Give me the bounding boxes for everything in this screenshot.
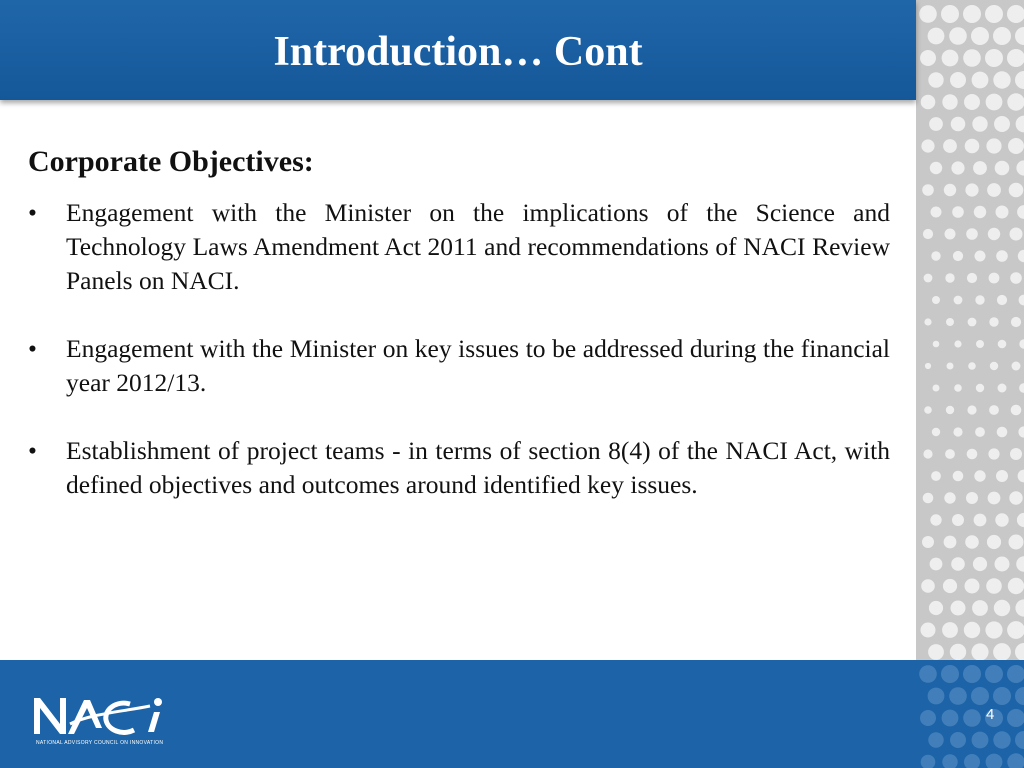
decorative-dot [1007,93,1024,110]
decorative-dot [974,514,987,527]
decorative-dot [998,340,1007,349]
decorative-dot [1016,556,1024,572]
decorative-dot [953,427,962,436]
decorative-dot [1008,578,1024,594]
decorative-dot [972,600,988,616]
decorative-dot [985,5,1003,23]
decorative-dot [931,471,941,481]
decorative-dot [965,183,978,196]
decorative-dot [931,207,942,218]
decorative-dot [929,117,943,131]
decorative-dot [967,405,976,414]
bullet-item [28,434,890,502]
decorative-dot [952,514,964,526]
decorative-dot [1007,753,1024,768]
decorative-dot [971,27,989,45]
decorative-dot [966,492,978,504]
decorative-dot [972,116,987,131]
title-bar [0,0,916,100]
decorative-dot [967,449,978,460]
logo-caption: NATIONAL ADVISORY COUNCIL ON INNOVATION [36,740,164,746]
decorative-dot [1016,116,1024,133]
decorative-dot [965,579,980,594]
decorative-dot [971,687,989,705]
decorative-dot [988,448,999,459]
decorative-dot [988,492,1001,505]
decorative-dot [921,623,936,638]
decorative-dot [920,50,936,66]
decorative-dot [993,731,1010,748]
bullet-icon: • [28,334,37,363]
decorative-dot [1015,687,1024,705]
decorative-dot [1017,513,1024,527]
decorative-dot [951,601,966,616]
decorative-dot [921,95,936,110]
decorative-dot [942,622,958,638]
decorative-dot [994,600,1010,616]
decorative-dot [985,621,1002,638]
decorative-dot [942,710,959,727]
decorative-dot [954,340,961,347]
decorative-dot [924,406,932,414]
decorative-dot [998,384,1007,393]
decorative-dot [990,362,998,370]
decorative-dot [944,184,956,196]
decorative-dot [951,117,966,132]
decorative-dot [1015,643,1024,660]
decorative-dot [972,732,989,749]
decorative-dot [987,183,1001,197]
decorative-dot [1007,49,1024,67]
bullet-text: Engagement with the Minister on key issues to be addressed during the financial year 2012/13. [66,334,890,397]
bullet-text: Establishment of project teams - in terms of section 8(4) of the NACI Act, with defined objectives and outcomes around identified key issues. [66,436,890,499]
decorative-dot [1015,731,1024,749]
decorative-dot [941,5,959,23]
decorative-dot [1015,71,1024,89]
decorative-dot [953,471,964,482]
decorative-dot [950,644,966,660]
decorative-dot [923,449,932,458]
decorative-dot [989,405,999,415]
decorative-dot [974,470,985,481]
bullet-item [28,196,890,298]
decorative-dot [975,427,985,437]
decorative-dot [946,406,954,414]
decorative-dot [993,71,1010,88]
decorative-dot [1018,250,1024,262]
decorative-dot [942,50,959,67]
decorative-dot [974,206,986,218]
decorative-dot [976,384,984,392]
section-heading: Corporate Objectives: [28,145,314,178]
decorative-dot [930,558,943,571]
decorative-dot [954,296,963,305]
decorative-dot [932,428,940,436]
decorative-dot [946,318,954,326]
decorative-dot [944,492,955,503]
decorative-dot [993,687,1011,705]
decorative-dot [925,363,931,369]
decorative-dot-pattern [916,660,1024,768]
bullet-text: Engagement with the Minister on the implications of the Science and Technology Laws Amendment Act 2011 and recommendations of NACI Review Panels on NACI. [66,198,890,295]
decorative-dot [973,161,987,175]
decorative-dot [964,754,980,768]
decorative-dot [933,341,940,348]
decorative-dot [985,665,1003,683]
decorative-dot [965,139,980,154]
decorative-dot [919,665,937,683]
decorative-dot [996,470,1008,482]
decorative-dot [928,28,945,45]
decorative-dot [922,184,934,196]
decorative-dot [928,688,945,705]
decorative-dot [928,644,944,660]
decorative-dot [933,385,940,392]
decorative-dot [924,274,933,283]
decorative-dot [942,94,957,109]
decorative-dot [928,732,943,747]
decorative-dot [1019,383,1024,393]
decorative-dot [932,296,940,304]
bullet-item [28,332,890,400]
decorative-dot [963,709,981,727]
decorative-dot [996,206,1009,219]
decorative-dot-panel [916,0,1024,660]
decorative-dot [924,318,931,325]
decorative-dot [928,72,943,87]
decorative-dot [1012,362,1021,371]
decorative-dot [975,251,986,262]
decorative-dot [986,94,1003,111]
decorative-dot [922,536,934,548]
decorative-dot [945,449,955,459]
decorative-dot [985,49,1003,67]
decorative-dot [1007,5,1024,23]
decorative-dot [989,273,1000,284]
decorative-dot [921,579,935,593]
decorative-dot [965,535,979,549]
decorative-dot [1011,317,1021,327]
decorative-dot [1007,621,1024,639]
decorative-dot [986,754,1003,768]
decorative-dot [963,49,981,67]
decorative-dot [941,665,959,683]
decorative-dot [1010,448,1022,460]
decorative-dot [951,161,964,174]
decorative-dot [987,535,1001,549]
decorative-dot [1019,295,1024,306]
decorative-dot [950,72,966,88]
decorative-dot [953,251,963,261]
decorative-dot [951,557,965,571]
footer-bar [0,660,1024,768]
decorative-dot [949,27,967,45]
decorative-dot [995,513,1008,526]
slide-title: Introduction… Cont [273,29,643,75]
decorative-dot [963,5,981,23]
decorative-dot [993,27,1011,45]
decorative-dot [954,384,962,392]
decorative-dot [923,493,934,504]
decorative-dot [921,139,934,152]
decorative-dot [950,732,966,748]
decorative-dot [920,710,936,726]
decorative-dot [1007,709,1024,727]
decorative-dot [952,206,964,218]
decorative-dot [995,161,1010,176]
decorative-dot [989,317,998,326]
decorative-dot [966,228,978,240]
decorative-dot [968,318,977,327]
decorative-dot [1018,426,1024,437]
decorative-dot [975,295,984,304]
naci-logo-icon [30,684,170,748]
page-number: 4 [986,706,995,723]
decorative-dot [949,687,967,705]
decorative-dot [1015,599,1024,616]
decorative-dot [997,427,1008,438]
decorative-dot [931,251,940,260]
decorative-dot [943,139,957,153]
decorative-dot [1010,228,1023,241]
decorative-dot [930,514,941,525]
decorative-dot [1019,339,1024,348]
decorative-dot [1007,665,1024,683]
decorative-dot [967,273,977,283]
decorative-dot [988,228,1000,240]
decorative-dot [1009,491,1022,504]
decorative-dot [976,340,984,348]
decorative-dot [1009,535,1024,550]
decorative-dot [968,362,976,370]
decorative-dot [964,622,980,638]
decorative-dot [1017,205,1024,219]
decorative-dot-pattern [916,0,1024,660]
decorative-dot [1008,138,1024,154]
decorative-dot [993,643,1011,660]
decorative-dot [995,557,1010,572]
decorative-dot [947,363,954,370]
decorative-dot [996,250,1008,262]
slide-content [28,142,890,536]
bullet-list [28,196,890,502]
decorative-dot [923,229,933,239]
decorative-dot [1018,470,1024,483]
decorative-dot [997,295,1007,305]
decorative-dot [964,94,980,110]
decorative-dot [942,754,957,768]
decorative-dot [1010,272,1022,284]
decorative-dot [930,162,942,174]
bullet-icon: • [28,198,37,227]
decorative-dot [963,665,981,683]
decorative-dot [973,557,987,571]
bullet-icon: • [28,436,37,465]
decorative-dot [1016,160,1024,175]
decorative-dot [929,601,943,615]
decorative-dot [972,72,989,89]
decorative-dot [943,579,957,593]
decorative-dot [971,643,988,660]
decorative-dot [921,755,936,768]
decorative-dot [986,138,1001,153]
decorative-dot [994,116,1010,132]
decorative-dot [1015,27,1024,45]
decorative-dot [986,578,1002,594]
decorative-dot [919,5,937,23]
decorative-dot [945,229,956,240]
decorative-dot [1009,183,1024,198]
decorative-dot [1011,405,1022,416]
decorative-dot [944,536,957,549]
decorative-dot [945,273,954,282]
